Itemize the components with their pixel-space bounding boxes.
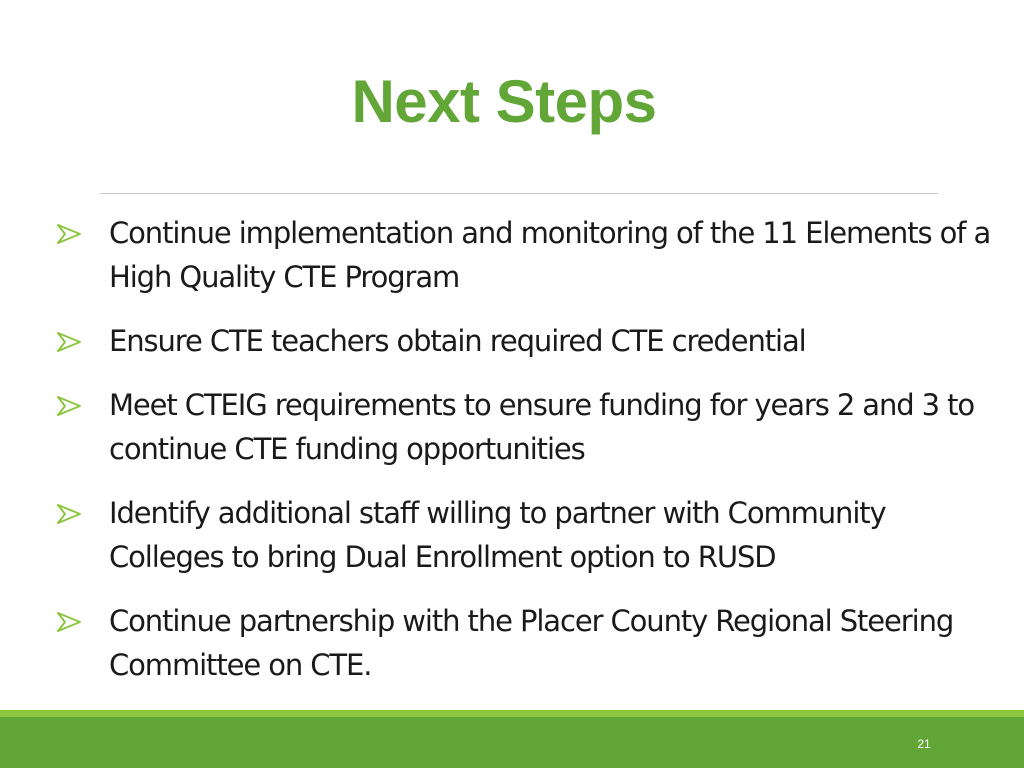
bullet-item <box>0 599 1024 687</box>
footer-band <box>0 717 1024 768</box>
bullet-text: Ensure CTE teachers obtain required CTE credential <box>109 324 806 358</box>
bullet-text: Identify additional staff willing to partner with Community Colleges to bring Dual Enrollment option to RUSD <box>109 496 886 574</box>
page-number: 21 <box>917 737 931 751</box>
arrow-bullet-icon <box>56 503 82 525</box>
arrow-bullet-icon <box>56 395 82 417</box>
bullet-item <box>0 211 1024 299</box>
arrow-bullet-icon <box>56 611 82 633</box>
bullet-text: Meet CTEIG requirements to ensure funding for years 2 and 3 to continue CTE funding opportunities <box>109 388 975 466</box>
bullet-item <box>0 491 1024 579</box>
arrow-bullet-icon <box>56 223 82 245</box>
slide-title: Next Steps <box>351 68 657 135</box>
bullet-item <box>0 319 1024 363</box>
arrow-bullet-icon <box>56 331 82 353</box>
bullet-text: Continue implementation and monitoring of the 11 Elements of a High Quality CTE Program <box>109 216 991 294</box>
footer-accent-stripe <box>0 710 1024 717</box>
bullet-text: Continue partnership with the Placer County Regional Steering Committee on CTE. <box>109 604 954 682</box>
bullet-item <box>0 383 1024 471</box>
title-divider <box>100 193 938 194</box>
bullet-list <box>0 211 1024 707</box>
